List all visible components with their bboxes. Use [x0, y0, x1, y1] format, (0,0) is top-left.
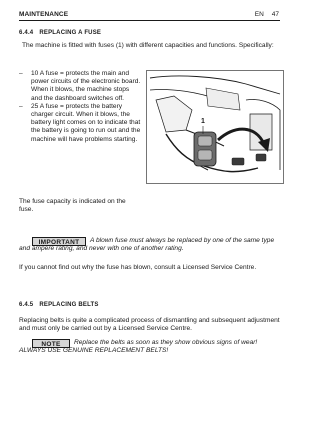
fuse-section-number: 6.4.4 [19, 30, 34, 36]
fuse-list-item-text: 25 A fuse = protects the battery charger circuit. When it blows, the battery light comes on to indicate that the battery is going to run out and the machine will have problems starting. [31, 102, 141, 143]
list-dash: – [19, 70, 23, 77]
fuse-section-heading: REPLACING A FUSE [39, 30, 102, 36]
fuse-callout-number: 1 [201, 118, 205, 125]
fuse-section-title [19, 30, 101, 36]
header-divider [19, 20, 280, 21]
fuse-intro-text: The machine is fitted with fuses (1) with different capacities and functions. Specifically: [22, 42, 274, 49]
fuse-list-item-10a [19, 70, 141, 103]
fuse-list-item-25a [19, 103, 141, 144]
service-centre-text: If you cannot find out why the fuse has blown, consult a Licensed Service Centre. [19, 264, 257, 271]
fuse-list-item-text: 10 A fuse = protects the main and power circuits of the electronic board. When it blows, the machine stops and the dashboard switches off. [31, 70, 141, 102]
belts-section-title [19, 302, 99, 308]
note-text-body: Replace the belts as soon as they show obvious signs of wear! ALWAYS USE GENUINE REPLACEMENT BELTS! [19, 339, 258, 355]
header-section-name: MAINTENANCE [19, 11, 69, 18]
belts-body-text: Replacing belts is quite a complicated process of dismantling and subsequent adjustment and must only be carried out by a Licensed Service Centre. [19, 317, 280, 333]
important-text [19, 237, 283, 253]
note-badge: NOTE [32, 339, 70, 348]
header-language: EN [254, 11, 264, 18]
important-badge: IMPORTANT [32, 237, 86, 246]
header-page-info [255, 11, 279, 18]
note-text [19, 339, 281, 355]
belts-section-number: 6.4.5 [19, 302, 34, 308]
list-dash: – [19, 102, 23, 110]
fuse-location-illustration [146, 70, 284, 184]
fuse-list [19, 70, 141, 144]
important-text-body: A blown fuse must always be replaced by one of the same type and ampere rating, and never with one of another rating. [19, 237, 275, 253]
belts-section-heading: REPLACING BELTS [39, 302, 99, 308]
header-page-number: 47 [271, 11, 279, 18]
fuse-capacity-note: The fuse capacity is indicated on the fuse. [19, 198, 126, 214]
